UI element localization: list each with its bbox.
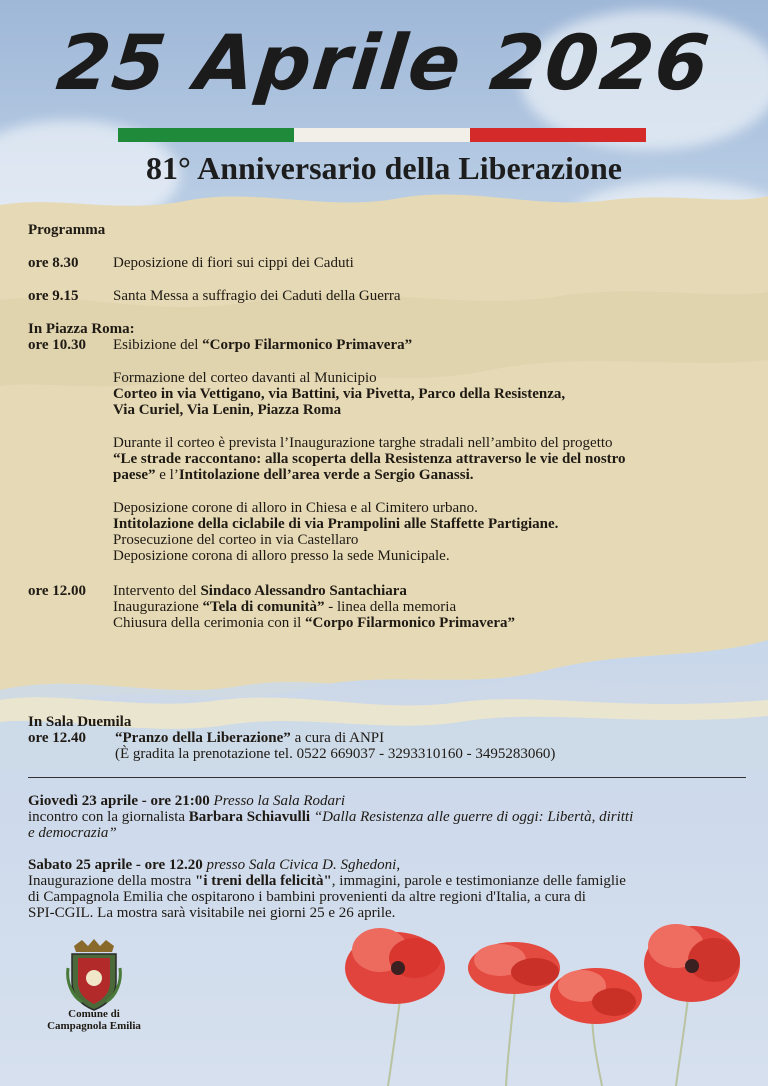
text-run: Sindaco Alessandro Santachiara: [200, 583, 407, 599]
coat-of-arms-icon: [64, 938, 124, 1012]
schedule-text: Corteo in via Vettigano, via Battini, via Pivetta, Parco della Resistenza,: [113, 386, 566, 402]
text-run: “Corpo Filarmonico Primavera”: [305, 615, 515, 631]
text-run: “Corpo Filarmonico Primavera”: [202, 337, 413, 353]
time-label: ore 9.15: [28, 288, 79, 304]
text-run: Inaugurazione: [113, 599, 203, 615]
schedule-text: [113, 599, 456, 616]
schedule-text: Formazione del corteo davanti al Municipio: [113, 370, 377, 386]
text-run: , immagini, parole e testimonianze delle famiglie: [331, 873, 626, 889]
schedule-text: Santa Messa a suffragio dei Caduti della Guerra: [113, 288, 401, 304]
flag-white: [294, 128, 470, 142]
schedule-text: Deposizione di fiori sui cippi dei Caduti: [113, 255, 354, 271]
page-subtitle: 81° Anniversario della Liberazione: [146, 150, 622, 186]
text-run: Barbara Schiavulli: [188, 809, 311, 825]
schedule-text: [113, 337, 412, 354]
logo-caption: [38, 1008, 150, 1032]
schedule-text: Intitolazione della ciclabile di via Prampolini alle Staffette Partigiane.: [113, 516, 559, 532]
event-text: [28, 857, 400, 874]
time-label: ore 12.00: [28, 583, 87, 599]
schedule-text: Deposizione corone di alloro in Chiesa e al Cimitero urbano.: [113, 500, 478, 516]
event-text: SPI-CGIL. La mostra sarà visitabile nei giorni 25 e 26 aprile.: [28, 905, 396, 921]
flag-red: [470, 128, 646, 142]
flag-green: [118, 128, 294, 142]
schedule-text: Deposizione corona di alloro presso la sede Municipale.: [113, 548, 450, 564]
page-title: 25 Aprile 2026: [53, 18, 715, 107]
section-label-programma: Programma: [28, 222, 106, 238]
text-run: presso Sala Civica D. Sghedoni,: [202, 857, 401, 873]
text-run: a cura di ANPI: [290, 730, 385, 746]
time-label: ore 8.30: [28, 255, 79, 271]
italian-flag-stripe: [118, 128, 646, 142]
text-run: Inaugurazione della mostra: [28, 873, 196, 889]
divider: [28, 777, 746, 778]
logo-line: Comune di: [68, 1008, 120, 1020]
schedule-text: [113, 583, 407, 600]
event-text: di Campagnola Emilia che ospitarono i bambini provenienti da altre regioni d'Italia, a cura di: [28, 889, 586, 905]
text-run: “Tela di comunità”: [202, 599, 325, 615]
event-text: [28, 809, 633, 826]
text-run: Intervento del: [113, 583, 201, 599]
event-text: [28, 873, 626, 890]
text-run: Chiusura della cerimonia con il: [113, 615, 306, 631]
text-run: Presso la Sala Rodari: [209, 793, 346, 809]
event-text: [28, 793, 345, 810]
time-label: ore 12.40: [28, 730, 87, 746]
section-label-sala: In Sala Duemila: [28, 714, 132, 730]
text-run: Giovedì 23 aprile - ore 21:00: [28, 793, 210, 809]
section-label-piazza: In Piazza Roma:: [28, 321, 135, 337]
logo-line: Campagnola Emilia: [47, 1020, 141, 1032]
text-run: - linea della memoria: [324, 599, 457, 615]
time-label: ore 10.30: [28, 337, 87, 353]
event-text: e democrazia”: [28, 825, 117, 841]
text-run: “Dalla Resistenza alle guerre di oggi: Libertà, diritti: [310, 809, 634, 825]
text-run: Esibizione del: [113, 337, 203, 353]
schedule-text: [115, 730, 384, 747]
text-run: “Pranzo della Liberazione”: [115, 730, 291, 746]
text-run: incontro con la giornalista: [28, 809, 189, 825]
text-run: e l’: [155, 467, 179, 483]
schedule-text: “Le strade raccontano: alla scoperta della Resistenza attraverso le vie del nostro: [113, 451, 626, 467]
schedule-text: (È gradita la prenotazione tel. 0522 669037 - 3293310160 - 3495283060): [115, 746, 556, 762]
schedule-text: Via Curiel, Via Lenin, Piazza Roma: [113, 402, 342, 418]
text-run: Sabato 25 aprile - ore 12.20: [28, 857, 203, 873]
schedule-text: [113, 467, 474, 484]
text-run: "i treni della felicità": [195, 873, 332, 889]
schedule-text: Prosecuzione del corteo in via Castellaro: [113, 532, 359, 548]
text-run: paese”: [113, 467, 156, 483]
schedule-text: [113, 615, 515, 632]
text-run: Intitolazione dell’area verde a Sergio Ganassi.: [178, 467, 474, 483]
schedule-text: Durante il corteo è prevista l’Inaugurazione targhe stradali nell’ambito del progetto: [113, 435, 613, 451]
poppies-icon: [330, 920, 760, 1086]
